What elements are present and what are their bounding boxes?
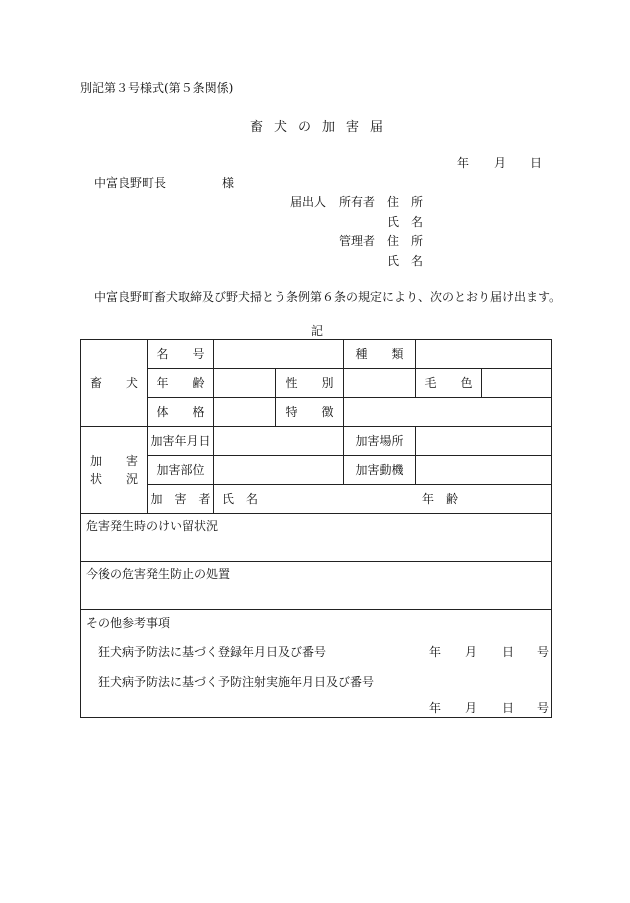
statement-text: 中富良野町畜犬取締及び野犬掃とう条例第６条の規定により、次のとおり届け出ます。 [94, 290, 562, 304]
harm-section-label-2: 状 況 [89, 472, 138, 486]
harm-row-date [81, 427, 552, 456]
harm-section-label-cell [81, 427, 148, 514]
victim-label: 加 害 者 [148, 485, 214, 514]
dog-row-name [81, 340, 552, 369]
dog-row-age [81, 369, 552, 398]
dog-age-label: 年 齢 [148, 369, 214, 398]
manager-name-label: 氏 名 [387, 254, 424, 268]
dog-name-label: 名 号 [148, 340, 214, 369]
dog-name-field[interactable] [214, 340, 344, 369]
harm-motive-label: 加害動機 [344, 456, 416, 485]
dog-features-field[interactable] [344, 398, 552, 427]
applicant-label: 届出人 [290, 195, 327, 209]
vac-month-label: 月 [465, 701, 478, 715]
dog-features-label: 特 徴 [276, 398, 344, 427]
harm-part-field[interactable] [214, 456, 344, 485]
prevention-row [81, 562, 552, 610]
other-field[interactable] [81, 610, 552, 718]
reg-number-label: 号 [537, 645, 550, 659]
dog-section-label-cell [81, 340, 148, 427]
manager-label: 管理者 [339, 234, 376, 248]
dog-size-label: 体 格 [148, 398, 214, 427]
dog-breed-label: 種 類 [344, 340, 416, 369]
other-row [81, 610, 552, 718]
rabies-vaccination-label: 狂犬病予防法に基づく予防注射実施年月日及び番号 [98, 675, 375, 689]
date-year-label: 年 [457, 156, 470, 170]
owner-address-label: 住 所 [387, 195, 424, 209]
harm-place-label: 加害場所 [344, 427, 416, 456]
reg-month-label: 月 [465, 645, 478, 659]
prevention-label: 今後の危害発生防止の処置 [86, 567, 231, 581]
manager-address-label: 住 所 [387, 234, 424, 248]
harm-date-label: 加害年月日 [148, 427, 214, 456]
dog-sex-field[interactable] [344, 369, 416, 398]
harm-date-field[interactable] [214, 427, 344, 456]
reg-year-label: 年 [429, 645, 442, 659]
dog-section-label: 畜 犬 [89, 376, 138, 390]
form-number: 別記第３号様式(第５条関係) [80, 81, 234, 95]
dog-color-label: 毛 色 [416, 369, 482, 398]
harm-row-victim [81, 485, 552, 514]
owner-name-label: 氏 名 [387, 215, 424, 229]
reg-day-label: 日 [502, 645, 515, 659]
dog-sex-label: 性 別 [276, 369, 344, 398]
harm-motive-field[interactable] [416, 456, 552, 485]
harm-part-label: 加害部位 [148, 456, 214, 485]
report-table [80, 339, 552, 718]
ki-label: 記 [311, 324, 324, 338]
victim-field[interactable] [214, 485, 552, 514]
dog-breed-field[interactable] [416, 340, 552, 369]
date-day-label: 日 [530, 156, 543, 170]
detention-field[interactable] [81, 514, 552, 562]
dog-age-field[interactable] [214, 369, 276, 398]
date-month-label: 月 [494, 156, 507, 170]
victim-age-label: 年 齢 [422, 492, 459, 506]
page-title: 畜犬の加害届 [250, 120, 395, 135]
dog-color-field[interactable] [482, 369, 552, 398]
addressee: 中富良野町長 [94, 176, 167, 190]
addressee-honorific: 様 [222, 176, 235, 190]
harm-section-label-1: 加 害 [89, 454, 138, 468]
prevention-field[interactable] [81, 562, 552, 610]
other-label: その他参考事項 [86, 616, 171, 630]
owner-label: 所有者 [339, 195, 376, 209]
victim-name-label: 氏 名 [222, 492, 259, 506]
vac-number-label: 号 [537, 701, 550, 715]
vac-year-label: 年 [429, 701, 442, 715]
vac-day-label: 日 [502, 701, 515, 715]
harm-place-field[interactable] [416, 427, 552, 456]
rabies-registration-label: 狂犬病予防法に基づく登録年月日及び番号 [98, 645, 327, 659]
dog-row-size [81, 398, 552, 427]
dog-size-field[interactable] [214, 398, 276, 427]
detention-label: 危害発生時のけい留状況 [86, 519, 219, 533]
harm-row-part [81, 456, 552, 485]
detention-row [81, 514, 552, 562]
